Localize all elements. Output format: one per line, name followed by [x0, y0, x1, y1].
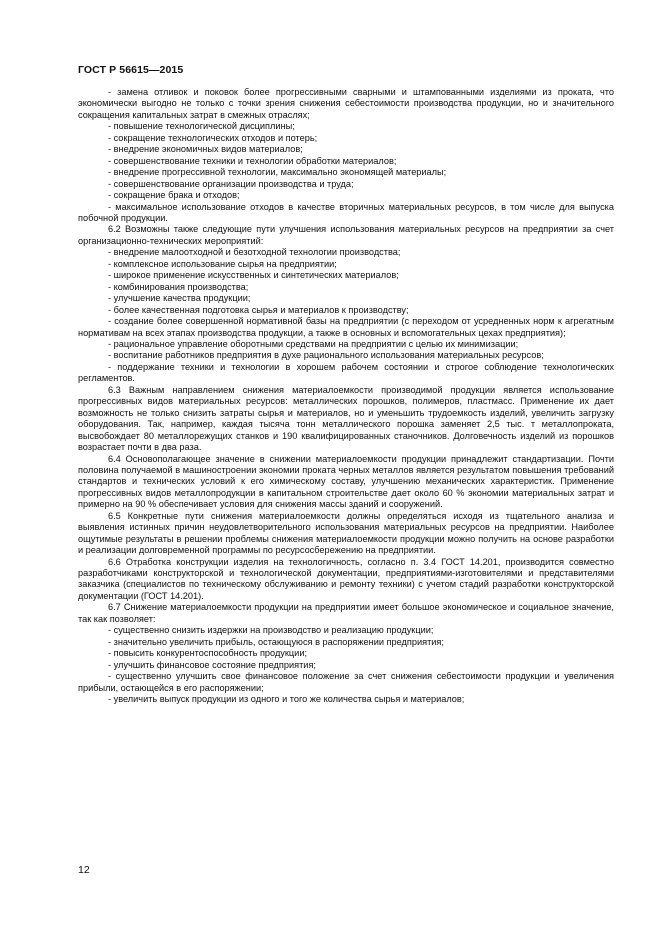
list-item: - совершенствование организации производства и труда; — [108, 178, 354, 189]
document-body — [78, 87, 614, 705]
list-item: - комплексное использование сырья на предприятии; — [108, 258, 337, 269]
section-6-2: 6.2 Возможны также следующие пути улучшения использования материальных ресурсов на предприятии за счет организационно-технических мероприятий: — [78, 224, 614, 246]
list-item: - создание более совершенной нормативной базы на предприятии (с переходом от усредненных норм к агрегатным нормативам на всех этапах производства продукции, а также в основных и вспомогательных цехах предприятия); — [78, 316, 614, 338]
standard-header: ГОСТ Р 56615—2015 — [78, 64, 184, 76]
list-item: - сокращение технологических отходов и потерь; — [108, 132, 318, 143]
list-item: - внедрение экономичных видов материалов; — [108, 144, 303, 155]
list-item: - совершенствование техники и технологии обработки материалов; — [108, 155, 397, 166]
list-item: - широкое применение искусственных и синтетических материалов; — [108, 270, 399, 281]
list-item: - существенно улучшить свое финансовое положение за счет снижения себестоимости продукции и увеличения прибыли, остающейся в его распоряжении; — [78, 671, 614, 693]
section-6-3: 6.3 Важным направлением снижения материалоемкости производимой продукции является использование прогрессивных видов материальных ресурсов: металлических порошков, полимеров, пластмасс. Применение их дает возможность не только снизить затраты сырья и материалов, но и уменьшить трудоемкость изделий, увеличить загрузку оборудования. Так, например, каждая тысяча тонн металлического порошка заменяет 2,5 тыс. т металлопроката, высвобождает 80 металлорежущих станков и 190 квалифицированных станочников. Долговечность изделий из порошков возрастает почти в два раза. — [78, 384, 614, 453]
list-item: - значительно увеличить прибыль, остающуюся в распоряжении предприятия; — [108, 636, 444, 647]
list-item: - улучшить финансовое состояние предприятия; — [108, 659, 316, 670]
list-item: - улучшение качества продукции; — [108, 293, 251, 304]
list-item: - внедрение малоотходной и безотходной технологии производства; — [108, 247, 401, 258]
list-item: - увеличить выпуск продукции из одного и того же количества сырья и материалов; — [108, 694, 465, 705]
list-item: - сокращение брака и отходов; — [108, 190, 240, 201]
section-6-5: 6.5 Конкретные пути снижения материалоемкости должны определяться исходя из тщательного анализа и выявления истинных причин неудовлетворительного использования материальных ресурсов на предприятии. Наиболее ощутимые результаты в решении проблемы снижения материалоемкости продукции можно получить на основе разработки и реализации долговременной программы по ресурсосбережению на предприятии. — [78, 510, 614, 556]
list-item: - воспитание работников предприятия в духе рационального использования материальных ресурсов; — [108, 350, 544, 361]
section-6-4: 6.4 Основополагающее значение в снижении материалоемкости продукции принадлежит стандартизации. Почти половина получаемой в машиностроении экономии проката черных металлов является результатом повышения требований стандартов и технических условий к его химическому составу, улучшению механических характеристик. Применение прогрессивных видов металлопродукции в капитальном строительстве дает около 60 % экономии материальных затрат и примерно на 90 % обеспечивает условия для снижения массы зданий и сооружений. — [78, 453, 614, 510]
section-6-7: 6.7 Снижение материалоемкости продукции на предприятии имеет большое экономическое и социальное значение, так как позволяет: — [78, 602, 614, 624]
list-item: - рациональное управление оборотными средствами на предприятии с целью их минимизации; — [108, 338, 519, 349]
section-6-6: 6.6 Отработка конструкции изделия на технологичность, согласно п. 3.4 ГОСТ 14.201, производится совместно разработчиками конструкторской и технологической документации, предприятиями-изготовителями и представителями заказчика (специалистов по техническому обслуживанию и ремонту техники) с учетом стадий разработки конструкторской документации (ГОСТ 14.201). — [78, 556, 614, 601]
list-item: - повысить конкурентоспособность продукции; — [108, 648, 307, 659]
list-item: - внедрение прогрессивной технологии, максимально экономящей материалы; — [108, 167, 447, 178]
list-item: - повышение технологической дисциплины; — [108, 121, 295, 132]
list-item: - существенно снизить издержки на производство и реализацию продукции; — [108, 625, 434, 636]
page-number: 12 — [78, 864, 90, 876]
list-item: - комбинирования производства; — [108, 281, 249, 292]
list-item: - поддержание техники и технологии в хорошем рабочем состоянии и строгое соблюдение технологических регламентов. — [78, 361, 614, 384]
list-item: - более качественная подготовка сырья и материалов к производству; — [108, 304, 409, 315]
paragraph: - замена отливок и поковок более прогрессивными сварными и штампованными изделиями из проката, что экономически выгодно не только с точки зрения снижения себестоимости производства продукции, но и значительного сокращения капитальных затрат в смежных отраслях; — [78, 87, 614, 120]
list-item: - максимальное использование отходов в качестве вторичных материальных ресурсов, в том числе для выпуска побочной продукции. — [78, 201, 614, 223]
